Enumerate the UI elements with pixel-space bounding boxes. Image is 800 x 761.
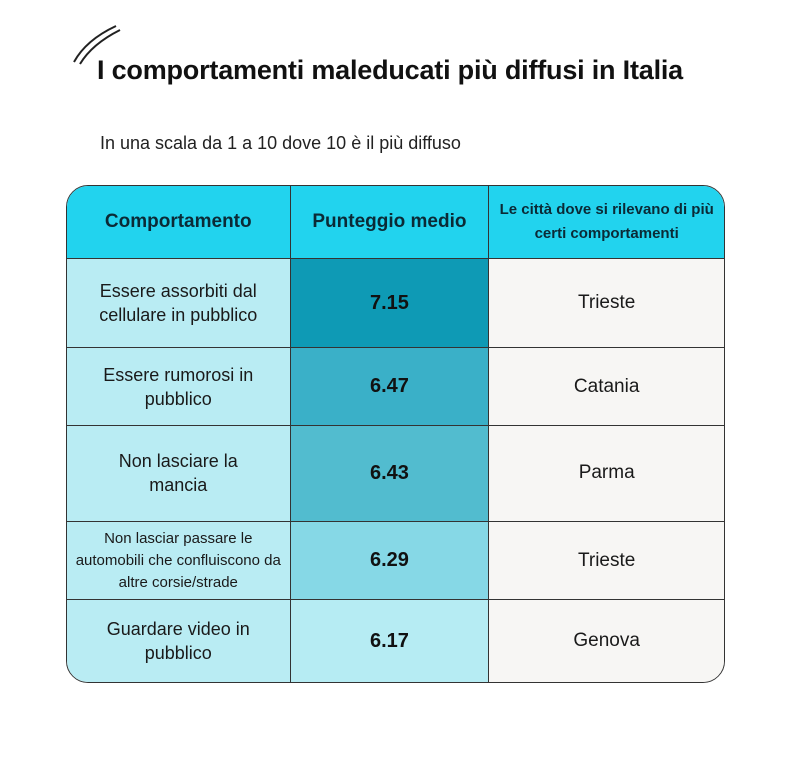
score-cell: 7.15 [290,259,489,348]
column-header-behavior: Comportamento [67,186,290,259]
city-cell: Parma [489,425,724,521]
table-row [67,259,724,348]
score-cell: 6.43 [290,425,489,521]
city-cell: Trieste [489,259,724,348]
score-cell: 6.29 [290,521,489,599]
table-header-row [67,186,724,259]
behavior-cell: Non lasciare la mancia [67,425,290,521]
score-cell: 6.47 [290,348,489,425]
city-cell: Genova [489,600,724,682]
behavior-cell: Essere rumorosi in pubblico [67,348,290,425]
column-header-city: Le città dove si rilevano di più certi comportamenti [489,186,724,259]
table-row [67,425,724,521]
behavior-cell: Guardare video in pubblico [67,600,290,682]
table-row [67,600,724,682]
data-table [66,185,725,683]
table-row [67,521,724,599]
table-row [67,348,724,425]
score-cell: 6.17 [290,600,489,682]
behavior-cell: Non lasciar passare le automobili che confluiscono da altre corsie/strade [67,521,290,599]
behavior-cell: Essere assorbiti dal cellulare in pubblico [67,259,290,348]
city-cell: Catania [489,348,724,425]
page-title: I comportamenti maleducati più diffusi in Italia [97,55,683,85]
page-subtitle: In una scala da 1 a 10 dove 10 è il più diffuso [100,133,461,153]
city-cell: Trieste [489,521,724,599]
column-header-score: Punteggio medio [290,186,489,259]
